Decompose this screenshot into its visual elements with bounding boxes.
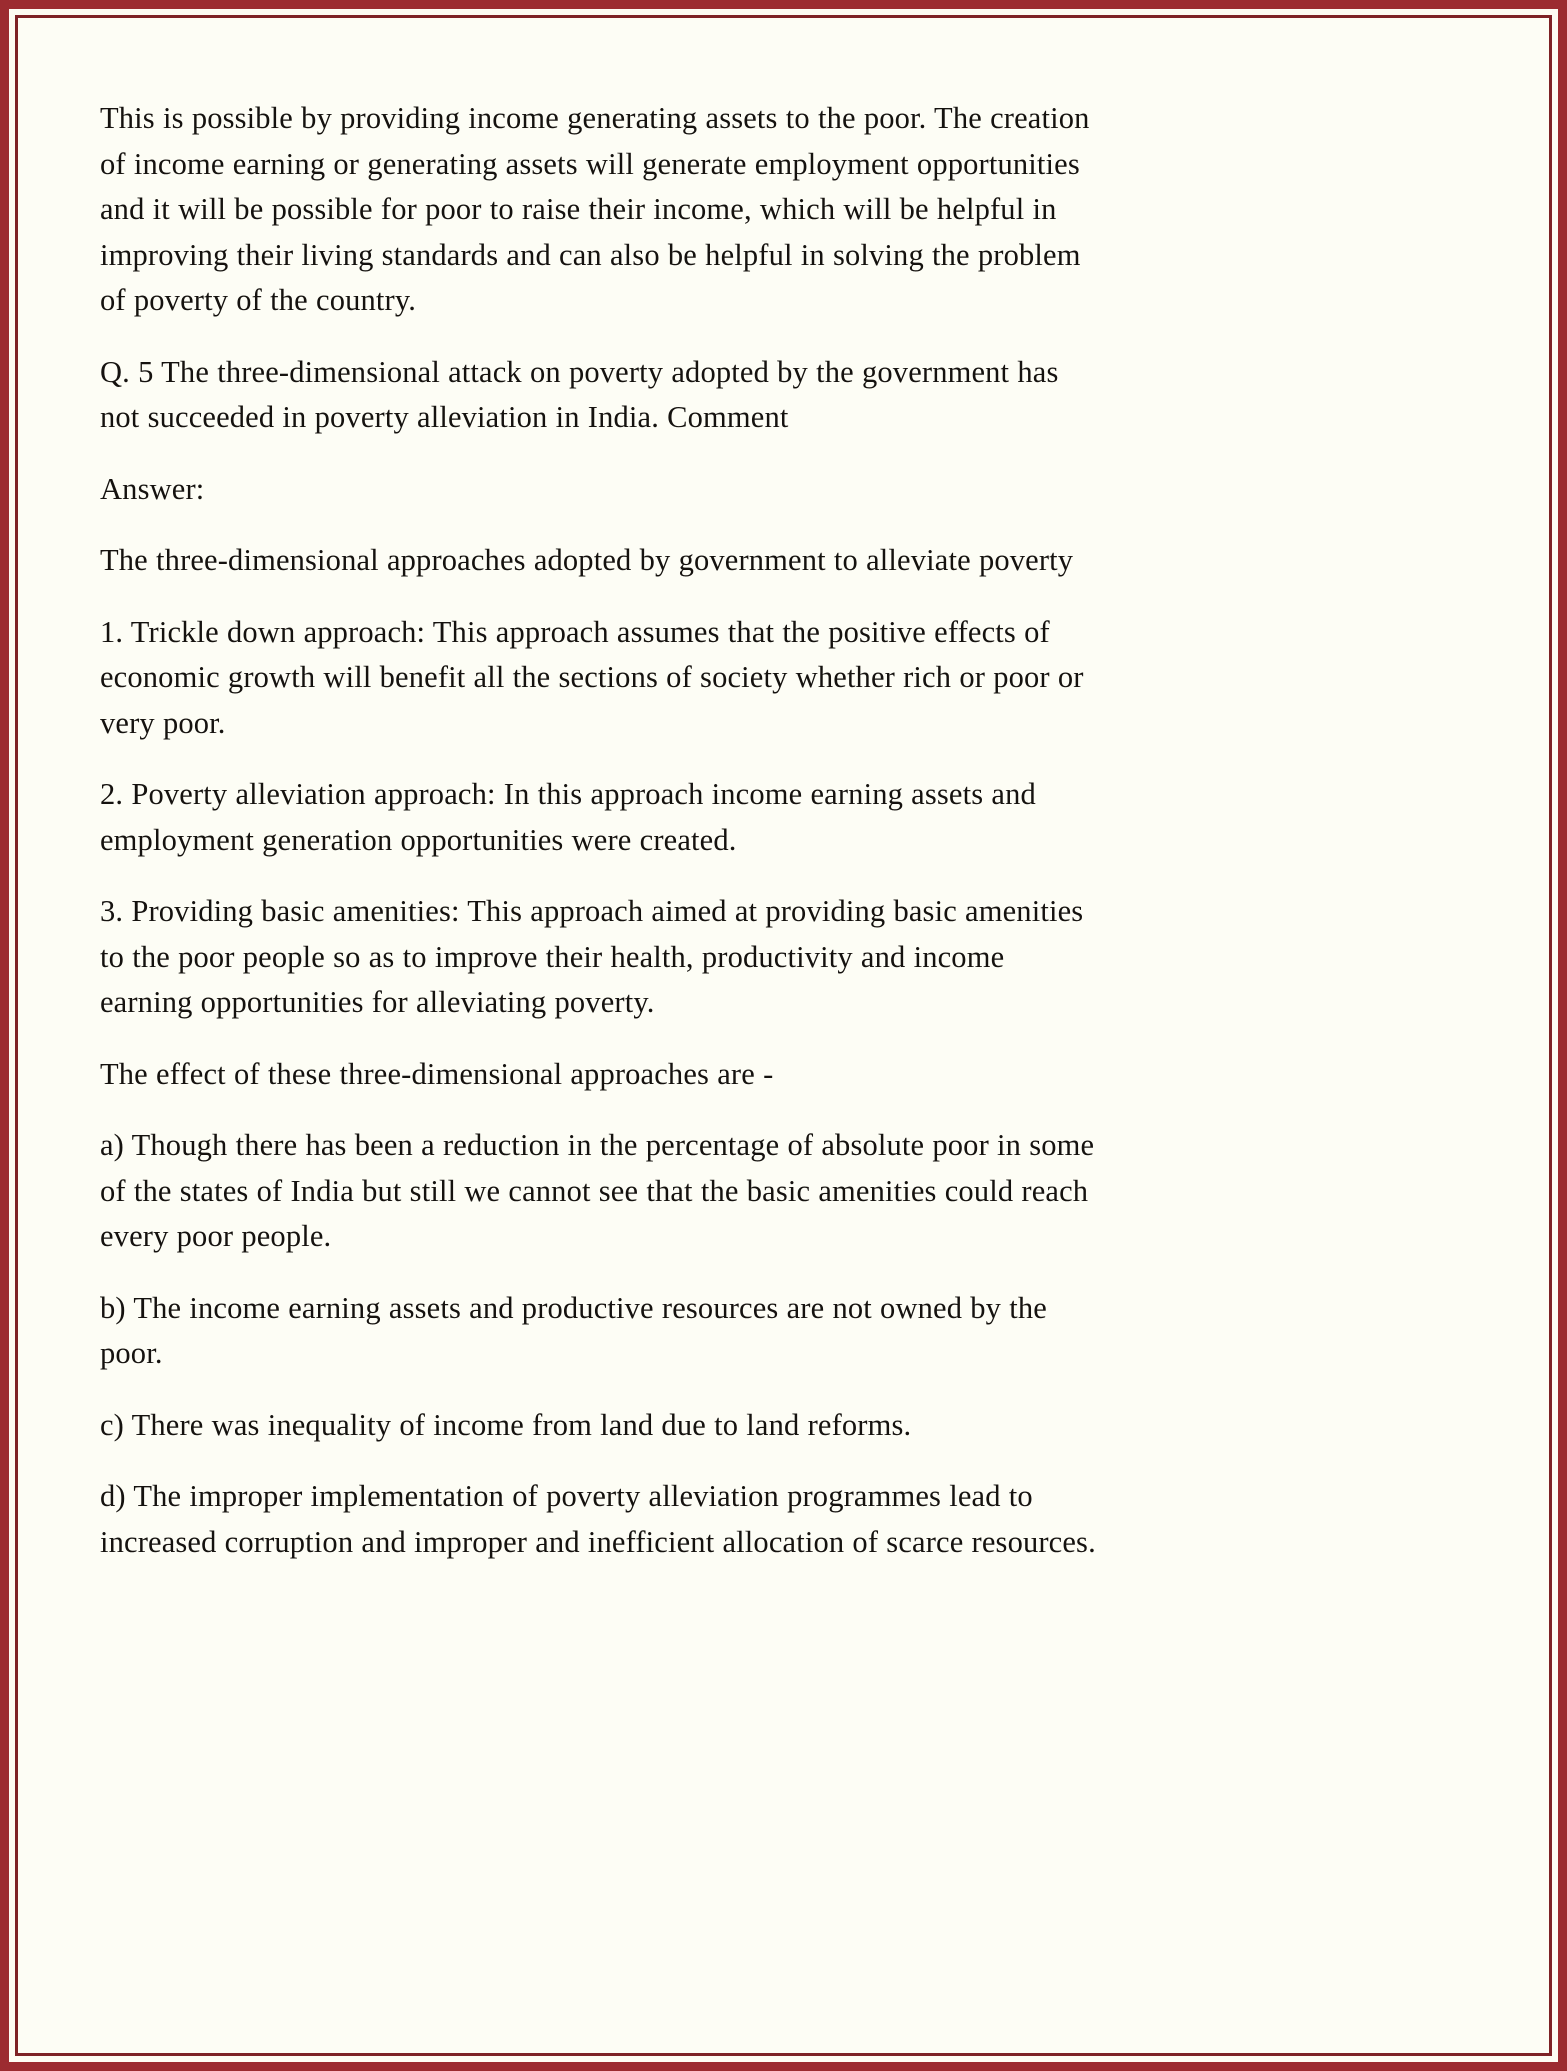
answer-label: Answer: [100,471,205,506]
document-text-column [100,96,1100,1565]
effect-b: b) The income earning assets and productive resources are not owned by the poor. [100,1290,1047,1370]
intro-paragraph: This is possible by providing income generating assets to the poor. The creation of income earning or generating assets will generate employment opportunities and it will be possible for poor to raise their income, which will be helpful in improving their living standards and can also be helpful in solving the problem of poverty of the country. [100,101,1090,317]
document-page [18,18,1549,2053]
effect-d: d) The improper implementation of poverty alleviation programmes lead to increased corruption and improper and inefficient allocation of scarce resources. [100,1479,1096,1559]
effect-c: c) There was inequality of income from land due to land reforms. [100,1407,912,1442]
approach-1: 1. Trickle down approach: This approach assumes that the positive effects of economic growth will benefit all the sections of society whether rich or poor or very poor. [100,614,1084,740]
effect-a: a) Though there has been a reduction in the percentage of absolute poor in some of the states of India but still we cannot see that the basic amenities could reach every poor people. [100,1128,1095,1253]
approach-3: 3. Providing basic amenities: This approach aimed at providing basic amenities to the poor people so as to improve their health, productivity and income earning opportunities for alleviating poverty. [100,894,1084,1019]
effects-intro: The effect of these three-dimensional approaches are - [100,1056,774,1091]
approach-2: 2. Poverty alleviation approach: In this approach income earning assets and employment generation opportunities were created. [100,777,1036,857]
question-5: Q. 5 The three-dimensional attack on poverty adopted by the government has not succeeded in poverty alleviation in India. Comment [100,354,1059,434]
answer-intro: The three-dimensional approaches adopted by government to alleviate poverty [100,543,1074,577]
